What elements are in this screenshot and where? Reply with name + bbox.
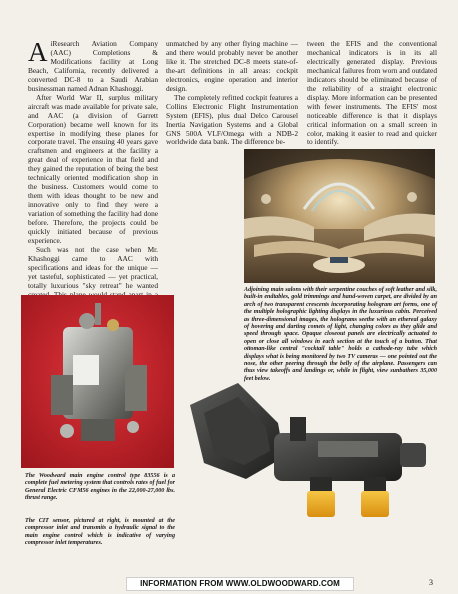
article-paragraph: unmatched by any other flying machine — and there would probably never be another like it. The stretched DC-8 meets state-of-the-art definitions in all areas: cockpit electronics, engine operation and interior design.	[166, 39, 298, 93]
article-paragraph: tween the EFIS and the conventional mechanical indicators is in its all electrically generated display. Previous mechanical failures from worn and outdated indicators should be eliminated because of the reliability of a straight electronic display. More information can be presented with fewer instruments. The EFIS' most noticeable difference is that it displays critical information on a small screen in color, making it easier to read and quicker to identify.	[307, 39, 437, 147]
source-banner: INFORMATION FROM WWW.OLDWOODWARD.COM	[126, 577, 354, 591]
article-column-2	[166, 40, 298, 147]
salon-photo-caption: Adjoining main salons with their serpentine couches of soft leather and silk, built-in endtables, gold trimmings and hand-woven carpet, are divided by an arch of two transparent crescents incorporating hologram art forms, one of the multiple holographic lighting displays in the luxurious cabin. Perceived as three-dimensional images, the holograms seethe with an ethereal galaxy of hovering and darting comets of light, changing colors as they glide and speed through space. Opaque closeout panels are electrically actuated to open or close all windows in each section at the touch of a button. That ottoman-like central "cocktail table" holds a cathode-ray tube which displays what is being monitored by two TV cameras — one pointed out the nose, the other peering through the belly of the airplane. Passengers can thus view takeoffs and landings or, while in flight, view sunbathers 35,000 feet below.	[244, 287, 437, 382]
article-paragraph: After World War II, surplus military aircraft was made available for private sale, and AAC (a division of Garrett Corporation) became well known for its expertise in modifying these planes for corporate travel. The ensuing 40 years gave craftsmen and engineers at the facility a great deal of experience in that field and they gained the reputation of being the best technically oriented modification shop in the business. Customers would come to them with ideas thought to be new and innovative only to find they were a variation of something the facility had done before. Therefore, the projects could be quickly initiated because of previous experience.	[28, 92, 158, 245]
cit-sensor-photo	[186, 383, 436, 528]
cit-sensor-caption: The CIT sensor, pictured at right, is mounted at the compressor inlet and transmits a hydraulic signal to the main engine control which is indicative of varying compressor inlet temperatures.	[25, 518, 175, 547]
drop-cap: A	[28, 37, 48, 67]
cabin-salon-photo	[244, 149, 435, 283]
article-paragraph: The completely refitted cockpit features a Collins Electronic Flight Instrumentation System (EFIS), plus dual Delco Carousel Inertia Navigation Systems and a Global GNS 500A VLF/Omega with a NDB-2 worldwide data bank. The difference be-	[166, 92, 298, 147]
article-column-3	[307, 40, 437, 147]
article-column-1	[28, 37, 158, 318]
article-lead-paragraph: AiResearch Aviation Company (AAC) Completions & Modifications facility at Long Beach, California, recently delivered a converted DC-8 to a Saudi Arabian businessman named Adnan Khashoggi.	[28, 37, 158, 93]
engine-control-caption: The Woodward main engine control type 83556 is a complete fuel metering system that controls rates of fuel for General Electric CFM56 engines in the 22,000-27,000 lbs. thrust range.	[25, 473, 175, 502]
article-paragraph: Such was not the case when Mr. Khashoggi came to AAC with specifications and ideas for the unique — yet tasteful, sophisticated — yet practical, totally luxurious "sky retreat" he wanted	[28, 244, 158, 290]
engine-control-photo	[21, 295, 174, 468]
page-number: 3	[429, 578, 433, 587]
